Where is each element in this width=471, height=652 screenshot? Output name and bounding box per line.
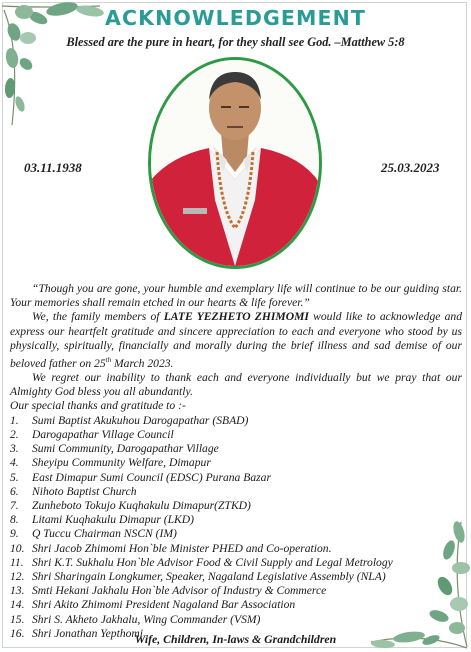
- list-item-number: 16.: [10, 626, 25, 640]
- list-item-number: 3.: [10, 442, 19, 456]
- list-item-number: 6.: [10, 484, 19, 498]
- list-item-number: 15.: [10, 612, 25, 626]
- list-item-number: 1.: [10, 413, 19, 427]
- list-item: [10, 542, 462, 556]
- list-item-number: 5.: [10, 470, 19, 484]
- list-item-text: Shri Sharingain Longkumer, Speaker, Nagaland Legislative Assembly (NLA): [32, 569, 386, 583]
- list-item-text: Litami Kuqhakulu Dimapur (LKD): [32, 513, 195, 527]
- list-item-text: Sumi Baptist Akukuhou Darogapathar (SBAD): [32, 413, 249, 427]
- family-text-start: We, the family members of: [32, 310, 164, 324]
- thanks-heading: Our special thanks and gratitude to :-: [10, 399, 186, 413]
- list-item: [10, 527, 462, 541]
- list-item-number: 10.: [10, 541, 25, 555]
- birth-date: 03.11.1938: [24, 160, 82, 175]
- list-item-text: Shri S. Akheto Jakhalu, Wing Commander (VSM): [32, 612, 261, 626]
- list-item-text: East Dimapur Sumi Council (EDSC) Purana Bazar: [32, 470, 271, 484]
- family-text-middle: would like to acknowledge and express our heartfelt gratitude and sincere appreciation to each and everyone who stood by us physically, spiritually, financially and morally during the brief illness and sad demise of our beloved father on 25: [10, 310, 462, 370]
- list-item: [10, 414, 462, 428]
- list-item-number: 14.: [10, 598, 25, 612]
- list-item: [10, 456, 462, 470]
- quote-paragraph: “Though you are gone, your humble and exemplary life will continue to be our guiding star. Your memories shall remain etched in our hearts & life forever.”: [10, 282, 462, 310]
- bible-verse: Blessed are the pure in heart, for they shall see God. –Matthew 5:8: [66, 35, 405, 49]
- list-item-text: Sumi Community, Darogapathar Village: [32, 442, 219, 456]
- list-item-text: Q Tuccu Chairman NSCN (IM): [32, 527, 177, 541]
- thanks-list: [10, 414, 462, 641]
- list-item-text: Zunheboto Tokujo Kuqhakulu Dimapur(ZTKD): [32, 498, 251, 512]
- list-item-number: 7.: [10, 498, 19, 512]
- family-text-end: March 2023.: [111, 356, 174, 370]
- list-item-text: Smti Hekani Jakhalu Hon`ble Advisor of Industry & Commerce: [32, 584, 327, 598]
- list-item: [10, 598, 462, 612]
- page-title: ACKNOWLEDGEMENT: [105, 6, 366, 30]
- list-item: [10, 442, 462, 456]
- list-item: [10, 556, 462, 570]
- list-item-text: Nihoto Baptist Church: [32, 484, 137, 498]
- list-item-number: 4.: [10, 456, 19, 470]
- list-item-number: 9.: [10, 527, 19, 541]
- death-date: 25.03.2023: [381, 160, 440, 175]
- list-item-number: 12.: [10, 569, 25, 583]
- list-item: [10, 471, 462, 485]
- deceased-name: LATE YEZHETO ZHIMOMI: [163, 310, 309, 324]
- signoff: Wife, Children, In-laws & Grandchildren: [134, 632, 337, 646]
- list-item-text: Shri Akito Zhimomi President Nagaland Bar Association: [32, 598, 296, 612]
- list-item: [10, 613, 462, 627]
- regret-paragraph: We regret our inability to thank each and everyone individually but we pray that our Almighty God bless you all abundantly.: [10, 371, 462, 399]
- date-ordinal: th: [105, 356, 112, 365]
- portrait-photo: [148, 57, 322, 269]
- list-item: [10, 584, 462, 598]
- list-item-text: Sheyipu Community Welfare, Dimapur: [32, 456, 211, 470]
- list-item: [10, 570, 462, 584]
- list-item-number: 2.: [10, 427, 19, 441]
- list-item-text: Darogapathar Village Council: [32, 427, 174, 441]
- list-item-number: 13.: [10, 584, 25, 598]
- list-item: [10, 428, 462, 442]
- list-item-number: 11.: [10, 555, 24, 569]
- family-paragraph: [10, 310, 462, 371]
- list-item: [10, 513, 462, 527]
- list-item: [10, 485, 462, 499]
- list-item-text: Shri Jonathan Yepthomi: [32, 626, 144, 640]
- list-item-number: 8.: [10, 513, 19, 527]
- acknowledgement-body: [10, 282, 462, 641]
- list-item: [10, 499, 462, 513]
- list-item-text: Shri K.T. Sukhalu Hon`ble Advisor Food & Civil Supply and Legal Metrology: [32, 555, 393, 569]
- list-item-text: Shri Jacob Zhimomi Hon`ble Minister PHED and Co-operation.: [32, 541, 332, 555]
